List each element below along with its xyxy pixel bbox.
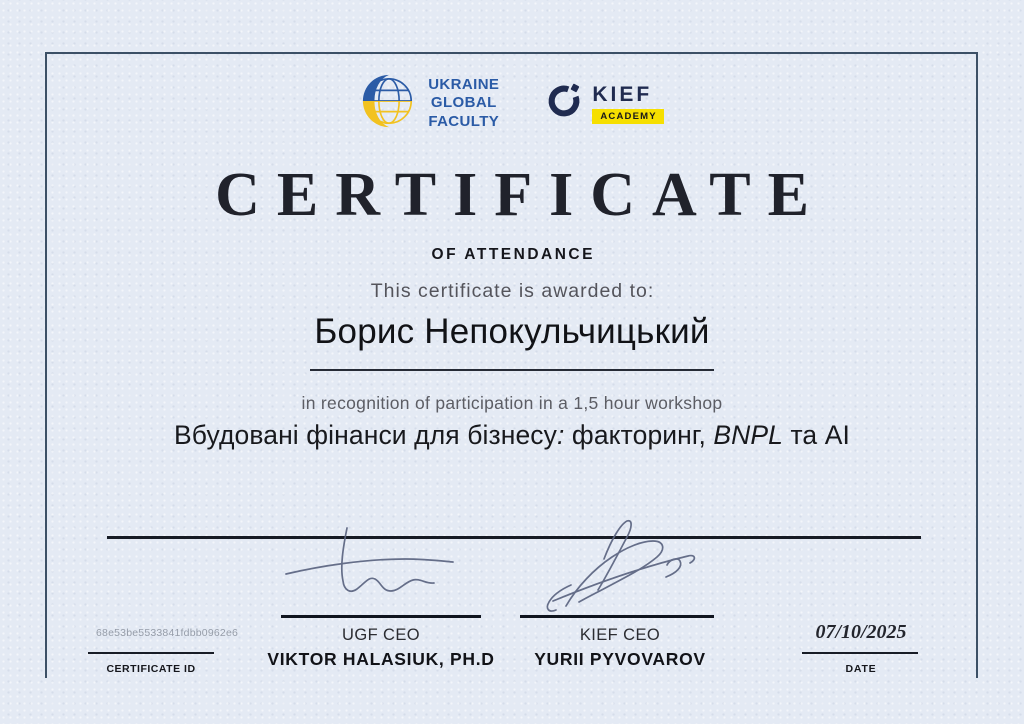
divider-line: [107, 536, 921, 539]
globe-icon: [360, 72, 418, 135]
certificate-title: CERTIFICATE: [215, 161, 826, 229]
certificate-subtitle: OF ATTENDANCE: [431, 246, 595, 263]
ugf-line2: GLOBAL: [430, 94, 497, 112]
workshop-title: Вбудовані фінанси для бізнесу: факторинг, BNPL та AI: [174, 420, 850, 450]
awarded-to-text: This certificate is awarded to:: [370, 280, 655, 302]
signer-ugf: [246, 626, 516, 670]
ugf-logo-text: [428, 76, 499, 131]
certificate-frame: [45, 52, 978, 678]
certificate-id-line: [88, 652, 214, 654]
logo-row: [0, 72, 1024, 135]
ugf-line1: UKRAINE: [428, 76, 500, 94]
signer-kief: [485, 626, 755, 670]
kief-logo: [545, 82, 663, 125]
date-value: 07/10/2025: [815, 621, 907, 643]
kief-academy-badge: ACADEMY: [592, 109, 663, 124]
signature-line-right: [520, 615, 714, 618]
date-label: DATE: [845, 663, 877, 675]
recognition-text: in recognition of participation in a 1,5 hour workshop: [301, 393, 723, 413]
certificate-id-label: CERTIFICATE ID: [106, 663, 196, 675]
certificate-id-value: 68e53be5533841fdbb0962e6: [96, 627, 239, 639]
recipient-name-underline: [310, 369, 714, 371]
signer-ugf-role: UGF CEO: [342, 626, 420, 644]
kief-logo-text: KIEF: [592, 83, 653, 106]
ugf-logo: [360, 72, 499, 135]
signer-kief-role: KIEF CEO: [579, 626, 661, 644]
workshop-title-bnpl: BNPL: [713, 420, 784, 450]
signer-ugf-name: VIKTOR HALASIUK, PH.D: [267, 649, 495, 669]
kief-ring-icon: [545, 82, 583, 125]
signer-kief-name: YURII PYVOVAROV: [534, 649, 706, 669]
recipient-name: Борис Непокульчицький: [314, 312, 710, 351]
date-line: [802, 652, 918, 654]
ugf-line3: FACULTY: [428, 112, 500, 130]
signature-line-left: [281, 615, 481, 618]
